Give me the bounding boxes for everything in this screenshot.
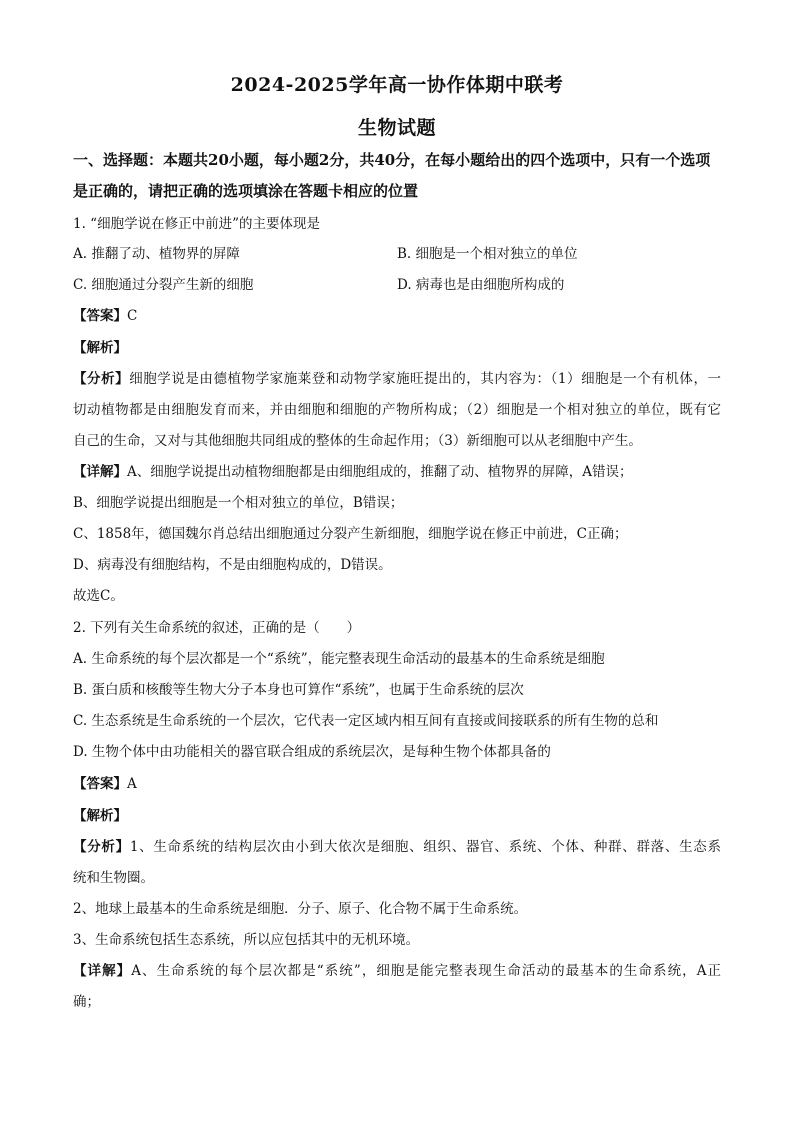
- q2-answer-tag: 【答案】: [73, 776, 127, 792]
- q1-analysis-title: 【解析】: [73, 340, 127, 356]
- exam-subtitle: 生物试题: [357, 117, 436, 139]
- q1-fenxi-line-3: 自己的生命，又对与其他细胞共同组成的整体的生命起作用；（3）新细胞可以从老细胞中产生。: [73, 433, 642, 449]
- q1-option-a: A. 推翻了动、植物界的屏障: [73, 246, 240, 262]
- q1-detail-c: C、1858年，德国魏尔肖总结出细胞通过分裂产生新细胞，细胞学说在修正中前进，C正确；: [73, 526, 628, 542]
- q1-detail-a: [73, 462, 633, 482]
- q2-xiangjie-tag: 【详解】: [73, 963, 132, 979]
- q2-answer: [73, 774, 137, 794]
- q2-option-c: C. 生态系统是生命系统的一个层次，它代表一定区域内相互间有直接或间接联系的所有生物的总和: [73, 713, 659, 729]
- q2-fenxi-text-1: 1、生命系统的结构层次由小到大依次是细胞、组织、器官、系统、个体、种群、群落、生态系: [129, 839, 722, 855]
- q2-point-3: 3、生命系统包括生态系统，所以应包括其中的无机环境。: [73, 932, 420, 948]
- q1-answer-tag: 【答案】: [73, 308, 127, 324]
- q1-option-d: D. 病毒也是由细胞所构成的: [397, 277, 565, 293]
- q1-fenxi-tag: 【分析】: [73, 371, 130, 387]
- q2-fenxi-line-2: 统和生物圈。: [73, 870, 154, 886]
- q2-detail-a-line-1: [73, 961, 721, 981]
- q1-detail-d: D、病毒没有细胞结构，不是由细胞构成的，D错误。: [73, 557, 392, 573]
- q2-detail-a-line-2: 确；: [73, 994, 100, 1010]
- q1-fenxi-text-1: 细胞学说是由德植物学家施莱登和动物学家施旺提出的，其内容为：（1）细胞是一个有机体，一: [129, 371, 721, 387]
- q1-conclusion: 故选C。: [73, 588, 124, 604]
- q2-answer-value: A: [127, 776, 137, 792]
- q1-option-b: B. 细胞是一个相对独立的单位: [397, 246, 578, 262]
- q1-fenxi-line-1: [73, 369, 721, 389]
- section-heading: 一、选择题：本题共20小题，每小题2分，共40分，在每小题给出的四个选项中，只有一个选项是正确的，请把正确的选项填涂在答题卡相应的位置: [73, 151, 711, 200]
- q1-option-c: C. 细胞通过分裂产生新的细胞: [73, 277, 254, 293]
- q1-detail-b: B、细胞学说提出细胞是一个相对独立的单位，B错误；: [73, 495, 404, 511]
- q1-stem: 1. “细胞学说在修正中前进”的主要体现是: [73, 216, 320, 232]
- exam-title: 2024-2025学年高一协作体期中联考: [230, 74, 564, 96]
- q2-fenxi-tag: 【分析】: [73, 839, 130, 855]
- q2-detail-a-text: A、生命系统的每个层次都是“系统”，细胞是能完整表现生命活动的最基本的生命系统，A正: [131, 963, 721, 979]
- q2-stem: 2. 下列有关生命系统的叙述，正确的是（ ）: [73, 620, 361, 636]
- q2-option-b: B. 蛋白质和核酸等生物大分子本身也可算作“系统”，也属于生命系统的层次: [73, 682, 524, 698]
- q2-analysis-title: 【解析】: [73, 808, 127, 824]
- q1-fenxi-line-2: 切动植物都是由细胞发育而来，并由细胞和细胞的产物所构成；（2）细胞是一个相对独立的单位，既有它: [73, 402, 721, 418]
- q2-option-d: D. 生物个体中由功能相关的器官联合组成的系统层次，是每种生物个体都具备的: [73, 744, 551, 760]
- q2-point-2: 2、地球上最基本的生命系统是细胞．分子、原子、化合物不属于生命系统。: [73, 901, 528, 917]
- q1-answer-value: C: [127, 308, 138, 324]
- q2-fenxi-line-1: [73, 837, 721, 857]
- q1-answer: [73, 306, 137, 326]
- q2-option-a: A. 生命系统的每个层次都是一个“系统”，能完整表现生命活动的最基本的生命系统是细胞: [73, 651, 605, 667]
- q1-detail-a-text: A、细胞学说提出动植物细胞都是由细胞组成的，推翻了动、植物界的屏障，A错误；: [127, 464, 633, 480]
- q1-xiangjie-tag: 【详解】: [73, 464, 127, 480]
